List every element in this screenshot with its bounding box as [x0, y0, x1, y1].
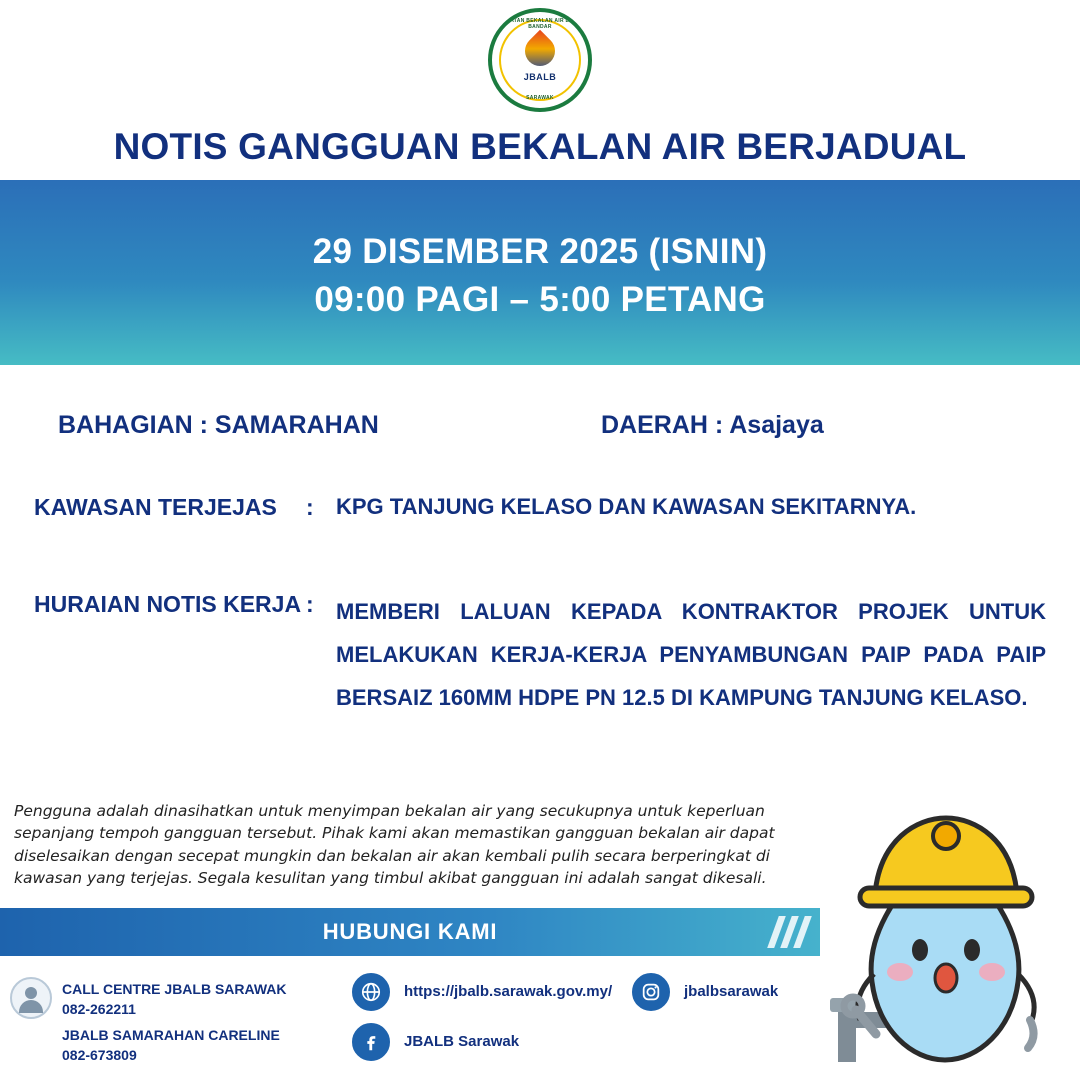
contact-details	[0, 965, 830, 1075]
call-centre-phone[interactable]: 082-262211	[62, 1001, 136, 1018]
work-description-line-3: BERSAIZ 160MM HDPE PN 12.5 DI KAMPUNG TANJUNG KELASO.	[336, 684, 1028, 710]
logo-abbr-text: JBALB	[523, 72, 557, 82]
water-droplet-mascot	[820, 774, 1070, 1074]
district-label: DAERAH : Asajaya	[601, 411, 824, 439]
logo-top-text: JABATAN BEKALAN AIR LUAR BANDAR	[499, 18, 581, 30]
facebook-icon[interactable]	[352, 1023, 390, 1061]
person-icon	[10, 977, 52, 1019]
header	[0, 0, 1080, 180]
page-title: NOTIS GANGGUAN BEKALAN AIR BERJADUAL	[113, 126, 967, 167]
careline-name: JBALB SAMARAHAN CARELINE	[62, 1027, 280, 1043]
disclaimer-text: Pengguna adalah dinasihatkan untuk menyimpan bekalan air yang secukupnya untuk keperluan sepanjang tempoh gangguan tersebut. Pihak kami akan memastikan gangguan bekalan air dapat diselesaikan dengan secepat mungkin dan bekalan air akan kembali pulih secara berperingkat di kawasan yang terjejas. Segala kesulitan yang timbul akibat gangguan ini adalah sangat dikesali.	[14, 802, 775, 888]
work-description-row	[34, 591, 1046, 720]
date-band	[0, 180, 1080, 365]
careline-phone[interactable]: 082-673809	[62, 1047, 137, 1064]
contact-bar-title: HUBUNGI KAMI	[322, 919, 498, 944]
notice-date: 29 DISEMBER 2025 (ISNIN)	[312, 231, 768, 271]
work-description-value	[336, 591, 1046, 720]
division-label: BAHAGIAN : SAMARAHAN	[58, 411, 379, 439]
affected-area-row	[34, 494, 1046, 521]
affected-area-label: KAWASAN TERJEJAS	[34, 494, 277, 520]
work-description-line-2: MELAKUKAN KERJA-KERJA PENYAMBUNGAN PAIP PADA PAIP	[336, 641, 1046, 667]
notice-details	[0, 365, 1080, 720]
work-description-line-1: MEMBERI LALUAN KEPADA KONTRAKTOR PROJEK UNTUK	[336, 599, 1046, 624]
work-description-colon: :	[306, 591, 314, 617]
instagram-handle[interactable]: jbalbsarawak	[684, 983, 779, 1000]
careline-block	[62, 1025, 280, 1066]
jbalb-logo	[488, 8, 592, 112]
facebook-handle[interactable]: JBALB Sarawak	[404, 1033, 520, 1050]
call-centre-name: CALL CENTRE JBALB SARAWAK	[62, 981, 287, 997]
work-description-label: HURAIAN NOTIS KERJA	[34, 591, 302, 617]
globe-icon[interactable]	[352, 973, 390, 1011]
website-url[interactable]: https://jbalb.sarawak.gov.my/	[404, 983, 613, 1000]
water-drop-icon	[519, 30, 561, 72]
logo-ring	[488, 8, 592, 112]
affected-area-value: KPG TANJUNG KELASO DAN KAWASAN SEKITARNYA.	[336, 494, 917, 519]
call-centre-block	[62, 979, 287, 1020]
division-district-row	[34, 411, 1046, 440]
slash-decoration	[773, 916, 806, 948]
instagram-icon[interactable]	[632, 973, 670, 1011]
affected-area-colon: :	[306, 494, 314, 520]
notice-time: 09:00 PAGI – 5:00 PETANG	[314, 279, 766, 319]
contact-bar	[0, 908, 820, 956]
logo-bottom-text: SARAWAK	[526, 95, 554, 101]
